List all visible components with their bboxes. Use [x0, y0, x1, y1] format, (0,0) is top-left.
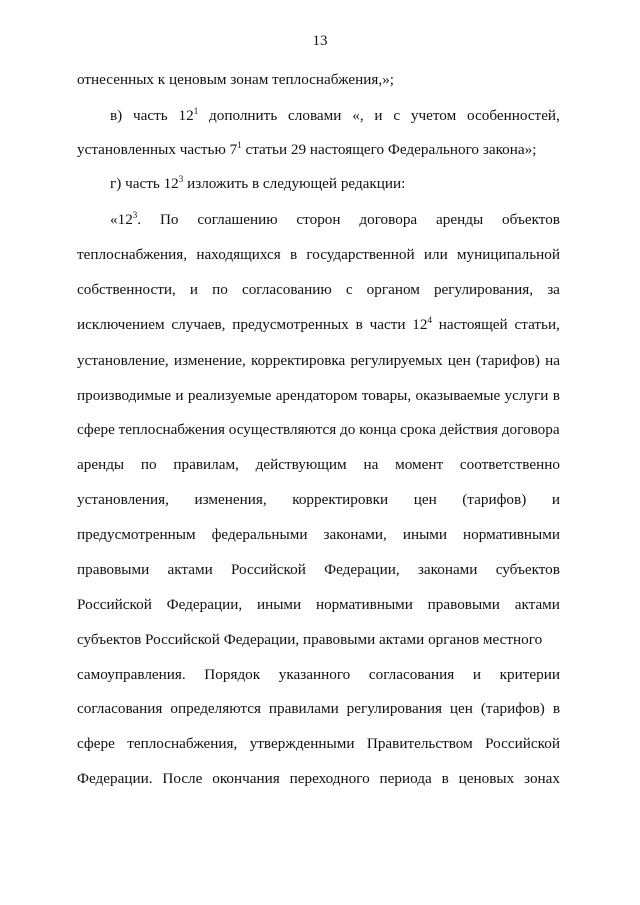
word: иными — [256, 596, 302, 613]
word: утвержденными — [249, 735, 355, 752]
word: и — [472, 666, 482, 683]
text-line — [77, 386, 560, 406]
word: «$12^3$. — [110, 210, 142, 228]
text-line — [77, 280, 560, 300]
text-line — [77, 455, 560, 475]
word: теплоснабжения, — [127, 735, 238, 752]
word: по — [212, 281, 228, 298]
word: критерии — [499, 666, 560, 683]
word: предусмотренных — [232, 316, 349, 333]
word: (тарифов) — [480, 700, 545, 717]
text-line — [77, 630, 560, 650]
word: аренды — [77, 456, 125, 473]
word: объектов — [502, 211, 560, 228]
text-line — [77, 420, 560, 440]
word: изменение, — [173, 352, 246, 369]
superscript: 3 — [132, 210, 138, 220]
word: отнесенных к ценовым зонам теплоснабжения,»; — [77, 71, 395, 88]
word: законами — [417, 561, 478, 578]
word: Российской — [77, 596, 152, 613]
word: согласования — [77, 700, 163, 717]
word: субъектов Российской Федерации, правовыми актами органов местного — [77, 631, 543, 648]
word: государственной — [306, 246, 415, 263]
word: переходного — [289, 770, 370, 787]
text-line — [110, 210, 560, 230]
word: часть — [133, 107, 168, 124]
word: субъектов — [495, 561, 560, 578]
word: нормативными — [315, 596, 413, 613]
word: оказываемые — [415, 387, 501, 404]
word: ценовых — [458, 770, 515, 787]
text-line — [77, 769, 560, 789]
word: арендатором — [275, 387, 358, 404]
word: иными — [402, 526, 448, 543]
word: окончания — [212, 770, 280, 787]
text-line — [77, 490, 560, 510]
text-line — [77, 245, 560, 265]
word: периода — [379, 770, 432, 787]
word: соглашению — [197, 211, 278, 228]
text-line — [77, 734, 560, 754]
word: сфере теплоснабжения осуществляются до конца срока действия договора — [77, 421, 560, 438]
word: нормативными — [463, 526, 560, 543]
word: момент — [395, 456, 444, 473]
text-line — [77, 665, 560, 685]
word: актами — [167, 561, 213, 578]
word: в — [441, 770, 449, 787]
word: (тарифов) — [462, 491, 527, 508]
word: корректировки — [292, 491, 389, 508]
word: г) часть $12^3$ изложить в следующей редакции: — [110, 174, 406, 192]
word: цен — [447, 352, 471, 369]
page-number: 13 — [312, 33, 328, 49]
word: в — [355, 316, 363, 333]
word: с — [393, 107, 401, 124]
word: действующим — [255, 456, 347, 473]
superscript: 1 — [193, 106, 199, 116]
word: указанного — [278, 666, 351, 683]
word: случаев, — [171, 316, 226, 333]
text-line — [77, 595, 560, 615]
superscript: 3 — [178, 174, 184, 184]
word: и — [374, 107, 383, 124]
word: Правительством — [366, 735, 473, 752]
word: установление, — [77, 352, 169, 369]
word: реализуемые — [187, 387, 272, 404]
word: исключением — [77, 316, 165, 333]
word: (тарифов) — [475, 352, 540, 369]
word: за — [547, 281, 560, 298]
text-line — [77, 315, 560, 335]
word: определяются — [170, 700, 261, 717]
word: и — [551, 491, 560, 508]
text-line — [77, 699, 560, 719]
word: Федерации, — [324, 561, 400, 578]
word: и — [189, 281, 199, 298]
word: Порядок — [204, 666, 261, 683]
word: регулирования — [346, 700, 442, 717]
word: федеральными — [211, 526, 308, 543]
word: установления, — [77, 491, 169, 508]
word: «, — [352, 107, 364, 124]
word: сфере — [77, 735, 115, 752]
word: товары, — [361, 387, 412, 404]
word: дополнить — [209, 107, 278, 124]
word: словами — [288, 107, 342, 124]
word: Федерации, — [166, 596, 243, 613]
superscript: 4 — [427, 315, 432, 325]
word: регулирования, — [433, 281, 534, 298]
word: законами, — [323, 526, 387, 543]
word: аренды — [436, 211, 484, 228]
word: предусмотренным — [77, 526, 196, 543]
text-line — [77, 351, 560, 371]
text-line — [77, 70, 560, 90]
superscript: 1 — [237, 140, 242, 150]
word: договора — [359, 211, 418, 228]
word: зонах — [524, 770, 560, 787]
word: Федерации. — [77, 770, 153, 787]
word: цен — [413, 491, 437, 508]
text-line — [77, 140, 560, 160]
text-line — [110, 106, 560, 126]
word: производимые — [77, 387, 172, 404]
word: на — [545, 352, 560, 369]
word: теплоснабжения, — [77, 246, 188, 263]
word: или — [423, 246, 448, 263]
text-line — [77, 560, 560, 580]
word: в — [552, 700, 560, 717]
word: установленных частью $7^1$ статьи 29 настоящего Федерального закона»; — [77, 140, 537, 158]
word: цен — [449, 700, 473, 717]
word: по — [140, 456, 157, 473]
word: собственности, — [77, 281, 176, 298]
word: регулируемых — [350, 352, 443, 369]
word: $12^1$ — [178, 106, 199, 124]
word: соответственно — [459, 456, 560, 473]
word: услуги — [504, 387, 549, 404]
word: актами — [514, 596, 560, 613]
word: в) — [110, 107, 123, 124]
word: После — [162, 770, 203, 787]
word: согласованию — [241, 281, 332, 298]
word: правовыми — [77, 561, 150, 578]
word: на — [363, 456, 379, 473]
word: правовыми — [427, 596, 500, 613]
word: органом — [366, 281, 420, 298]
text-line — [77, 525, 560, 545]
word: в — [290, 246, 298, 263]
word: сторон — [296, 211, 341, 228]
word: корректировка — [250, 352, 346, 369]
word: правилами — [268, 700, 339, 717]
word: статьи, — [514, 316, 560, 333]
word: $12^4$ — [412, 315, 432, 333]
word: особенностей, — [467, 107, 560, 124]
word: настоящей — [438, 316, 508, 333]
word: с — [345, 281, 353, 298]
word: муниципальной — [456, 246, 560, 263]
word: части — [369, 316, 406, 333]
word: согласования — [368, 666, 455, 683]
word: и — [175, 387, 184, 404]
word: самоуправления. — [77, 666, 186, 683]
word: находящихся — [196, 246, 281, 263]
word: По — [159, 211, 179, 228]
text-line — [110, 174, 560, 194]
word: учетом — [410, 107, 457, 124]
word: Российской — [485, 735, 560, 752]
word: изменения, — [194, 491, 267, 508]
word: Российской — [230, 561, 306, 578]
word: в — [552, 387, 560, 404]
word: правилам, — [173, 456, 239, 473]
